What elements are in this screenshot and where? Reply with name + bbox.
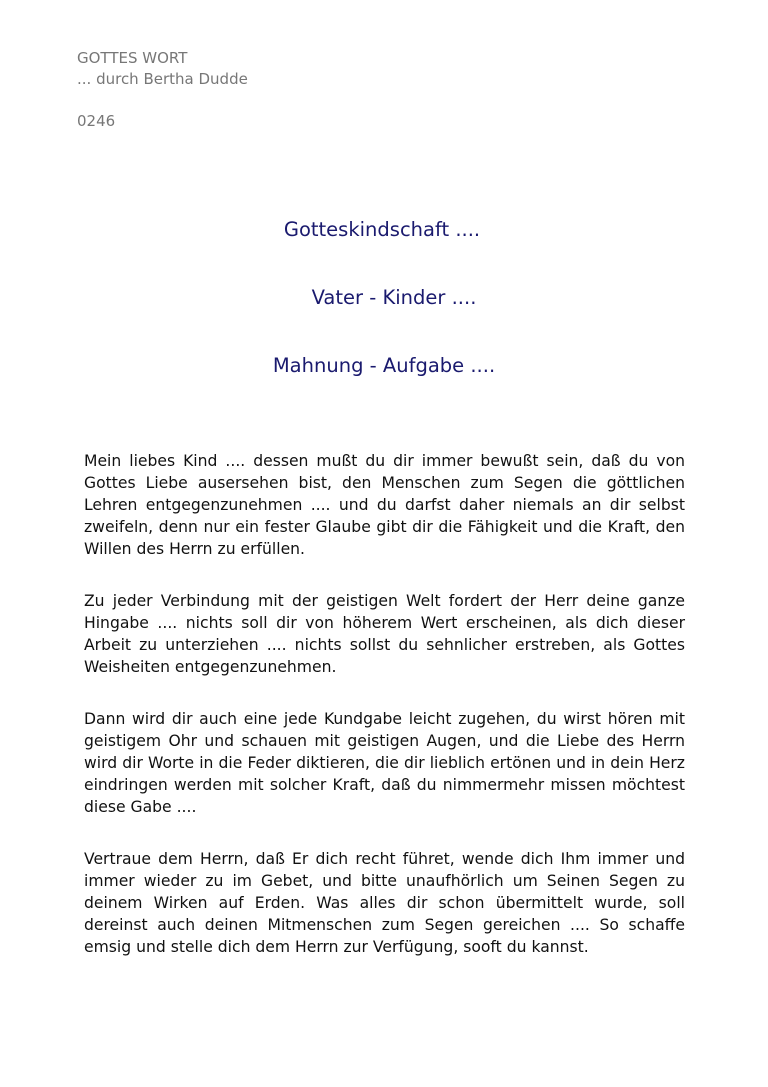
title-line-3: Mahnung - Aufgabe .... (272, 354, 496, 377)
message-body (84, 450, 685, 988)
message-number: 0246 (77, 112, 116, 130)
paragraph: Vertraue dem Herrn, daß Er dich recht führet, wende dich Ihm immer und immer wieder zu im Gebet, und bitte unaufhörlich um Seinen Segen zu deinem Wirken auf Erden. Was alles dir schon übermittelt wurde, soll dereinst auch deinen Mitmenschen zum Segen gereichen .... So schaffe emsig und stelle dich dem Herrn zur Verfügung, sooft du kannst. (84, 850, 685, 956)
document-header (77, 48, 248, 132)
paragraph: Zu jeder Verbindung mit der geistigen Welt fordert der Herr deine ganze Hingabe .... nichts soll dir von höherem Wert erscheinen, als dich dieser Arbeit zu unterziehen .... nichts sollst du sehnlicher erstreben, als Gottes Weisheiten entgegenzunehmen. (84, 592, 685, 676)
paragraph: Dann wird dir auch eine jede Kundgabe leicht zugehen, du wirst hören mit geistigem Ohr und schauen mit geistigen Augen, und die Liebe des Herrn wird dir Worte in die Feder diktieren, die dir lieblich ertönen und in dein Herz eindringen werden mit solcher Kraft, daß du nimmermehr missen möchtest diese Gabe .... (84, 710, 685, 816)
title-line-1: Gotteskindschaft .... (283, 218, 481, 241)
paragraph: Mein liebes Kind .... dessen mußt du dir immer bewußt sein, daß du von Gottes Liebe ausersehen bist, den Menschen zum Segen die göttlichen Lehren entgegenzunehmen .... und du darfst daher niemals an dir selbst zweifeln, denn nur ein fester Glaube gibt dir die Fähigkeit und die Kraft, den Willen des Herrn zu erfüllen. (84, 452, 685, 558)
title-line-2: Vater - Kinder .... (311, 286, 477, 309)
title-block (0, 214, 768, 418)
series-title: GOTTES WORT (77, 49, 188, 67)
author-line: ... durch Bertha Dudde (77, 70, 248, 88)
